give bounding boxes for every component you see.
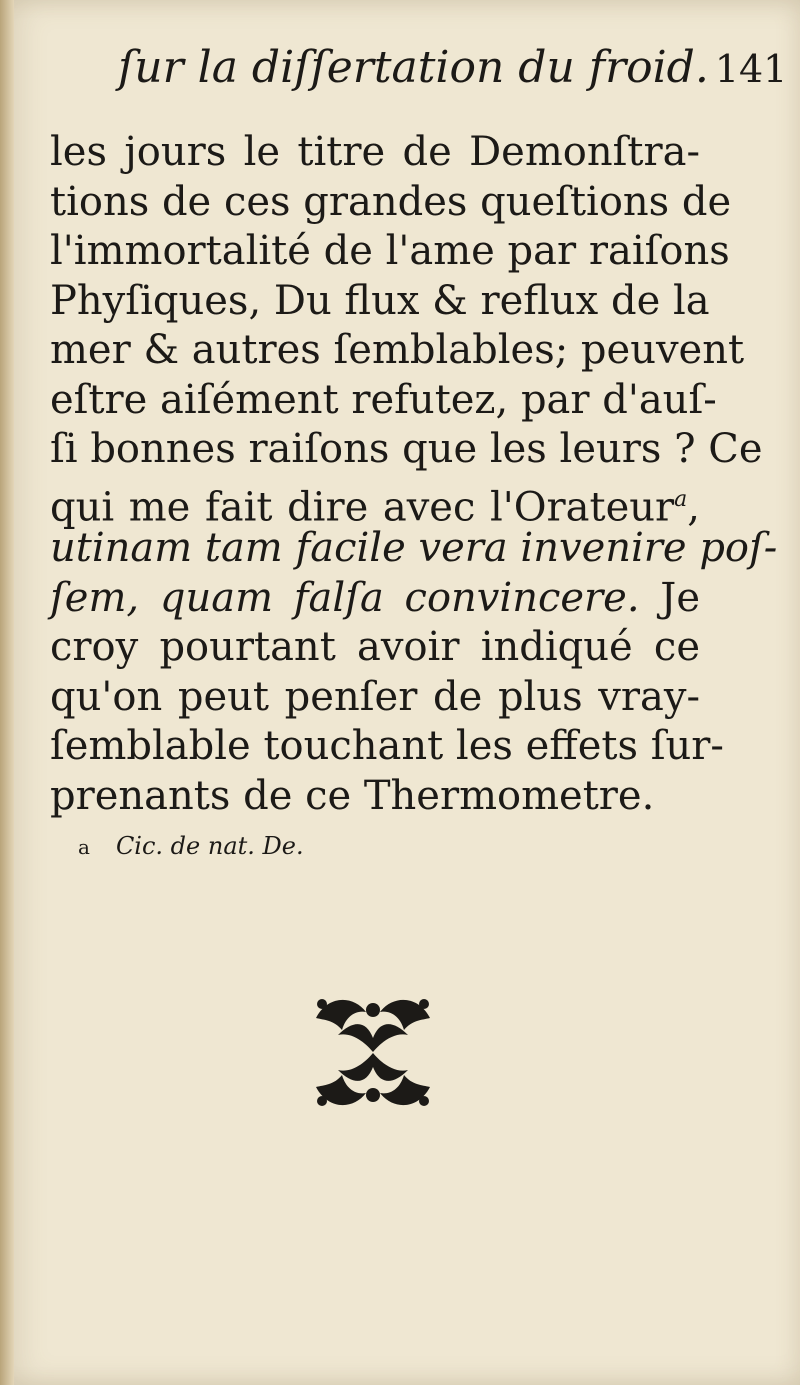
text-line: l'immortalité de l'ame par raiſons	[50, 228, 730, 274]
text-line: ſi bonnes raiſons que les leurs ? Ce	[50, 426, 763, 472]
text-line: mer & autres ſemblables; peuvent	[50, 327, 745, 373]
text-line: eſtre aiſément refutez, par d'auſ-	[50, 376, 717, 423]
footnote-mark: a	[78, 835, 90, 859]
text-line: ſemblable touchant les effets ſur-	[50, 723, 724, 769]
footnote-text: Cic. de nat. De.	[115, 832, 304, 860]
latin-quote-line: utinam tam facile vera invenire poſ-	[50, 525, 778, 571]
text-line-with-footnote: qui me fait dire avec l'Orateur$^a$,	[50, 483, 700, 530]
page-gutter	[0, 0, 14, 1385]
text-line: Phyſiques, Du flux & reflux de la	[50, 277, 710, 324]
latin-quote-end: ſem, quam falſa convincere.	[50, 574, 640, 621]
footnote	[78, 832, 304, 860]
running-header	[118, 42, 788, 93]
running-title: ſur la diſſertation du froid.	[118, 42, 709, 93]
text-line: tions de ces grandes queſtions de	[50, 178, 732, 225]
page-number: 141	[714, 47, 788, 91]
text-line: qu'on peut penſer de plus vray-	[50, 673, 700, 720]
text-line: les jours le titre de Demonſtra-	[50, 129, 700, 175]
text-line-tail: Je	[660, 574, 700, 621]
fleuron-ornament-icon	[308, 990, 438, 1115]
text-line-content: qui me fait dire avec l'Orateur	[50, 483, 675, 530]
text-line: croy pourtant avoir indiqué ce	[50, 624, 700, 670]
body-text	[50, 128, 778, 821]
latin-quote-line-end	[50, 574, 700, 624]
text-line: prenants de ce Thermometre.	[50, 772, 655, 819]
footnote-reference: a	[674, 486, 688, 512]
